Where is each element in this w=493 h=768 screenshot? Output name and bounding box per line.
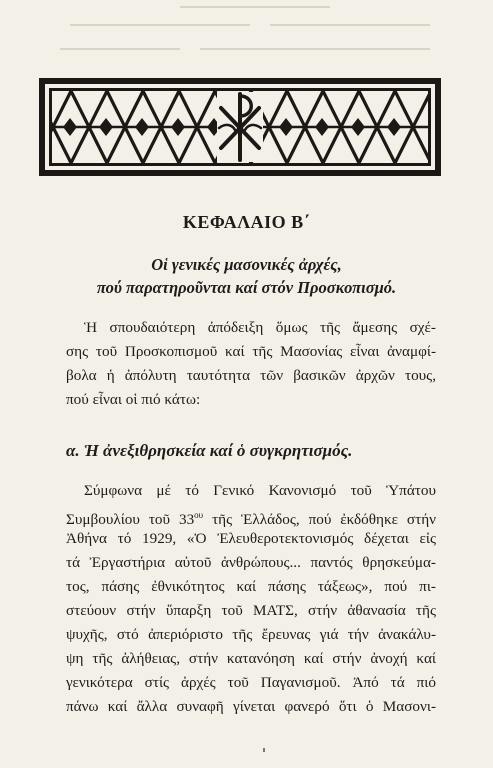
text-line: τά Ἐργαστήρια αὐτοῦ ἀνθρώπους... παντός θρησκεύμα- (66, 554, 436, 571)
chi-rho-icon (217, 92, 263, 162)
text-line: στεύουν στήν ὕπαρξη τοῦ ΜΑΤΣ, στήν ἀθανασία τῆς (66, 602, 436, 619)
ornamental-header-band (39, 78, 441, 176)
bleed-through-text (0, 0, 493, 70)
intro-paragraph (66, 316, 436, 412)
text-line: Σύμφωνα μέ τό Γενικό Κανονισμό τοῦ Ὑπάτου (84, 482, 436, 499)
chapter-title: ΚΕΦΑΛΑΙΟ Β΄ (182, 212, 311, 232)
text-line: Ἡ σπουδαιότερη ἀπόδειξη ὅμως τῆς ἄμεσης σχέ- (84, 319, 436, 336)
chapter-subtitle-line-1: Οἱ γενικές μασονικές ἀρχές, (151, 255, 342, 274)
text-line: βολα ἡ ἀπόλυτη ταυτότητα τῶν βασικῶν ἀρχῶν τους, (66, 367, 436, 384)
text-line: πάνω καί ἄλλα συναφῆ γίνεται φανερό ὅτι ὁ Μασονι- (66, 698, 436, 715)
text-line: ψη τῆς ἀλήθειας, στήν κατανόηση καί στήν ἀνοχή καί (66, 650, 436, 667)
section-heading: α. Ἡ ἀνεξιθρησκεία καί ὁ συγκρητισμός. (66, 441, 353, 460)
text-line: πού εἶναι οἱ πιό κάτω: (66, 391, 201, 408)
text-line: σης τοῦ Προσκοπισμοῦ καί τῆς Μασονίας εἶναι ἀναμφί- (66, 343, 436, 360)
text-line: τος, πάσης ἐθνικότητος καί πάσης τάξεως», πού πι- (66, 578, 436, 595)
print-blemish (263, 748, 265, 752)
text-line-start: Συμβουλίου τοῦ 33 (66, 511, 195, 529)
text-line (66, 503, 436, 527)
text-line: γενικότερα στίς ἀρχές τοῦ Παγανισμοῦ. Ἀπό τά πιό (66, 674, 436, 691)
superscript-suffix: ου (194, 510, 204, 520)
chapter-subtitle-line-2: πού παρατηροῦνται καί στόν Προσκοπισμό. (96, 278, 397, 297)
body-paragraph (66, 479, 436, 719)
text-line: Ἀθήνα τό 1929, «Ὁ Ἐλευθεροτεκτονισμός δέχεται εἰς (66, 530, 436, 547)
text-line-rest: τῆς Ἑλλάδος, πού ἐκδόθηκε στήν (203, 511, 437, 529)
text-line: ψυχῆς, στό ἀπεριόριστο τῆς ἔρευνας γιά τήν ἀνακάλυ- (66, 626, 436, 643)
